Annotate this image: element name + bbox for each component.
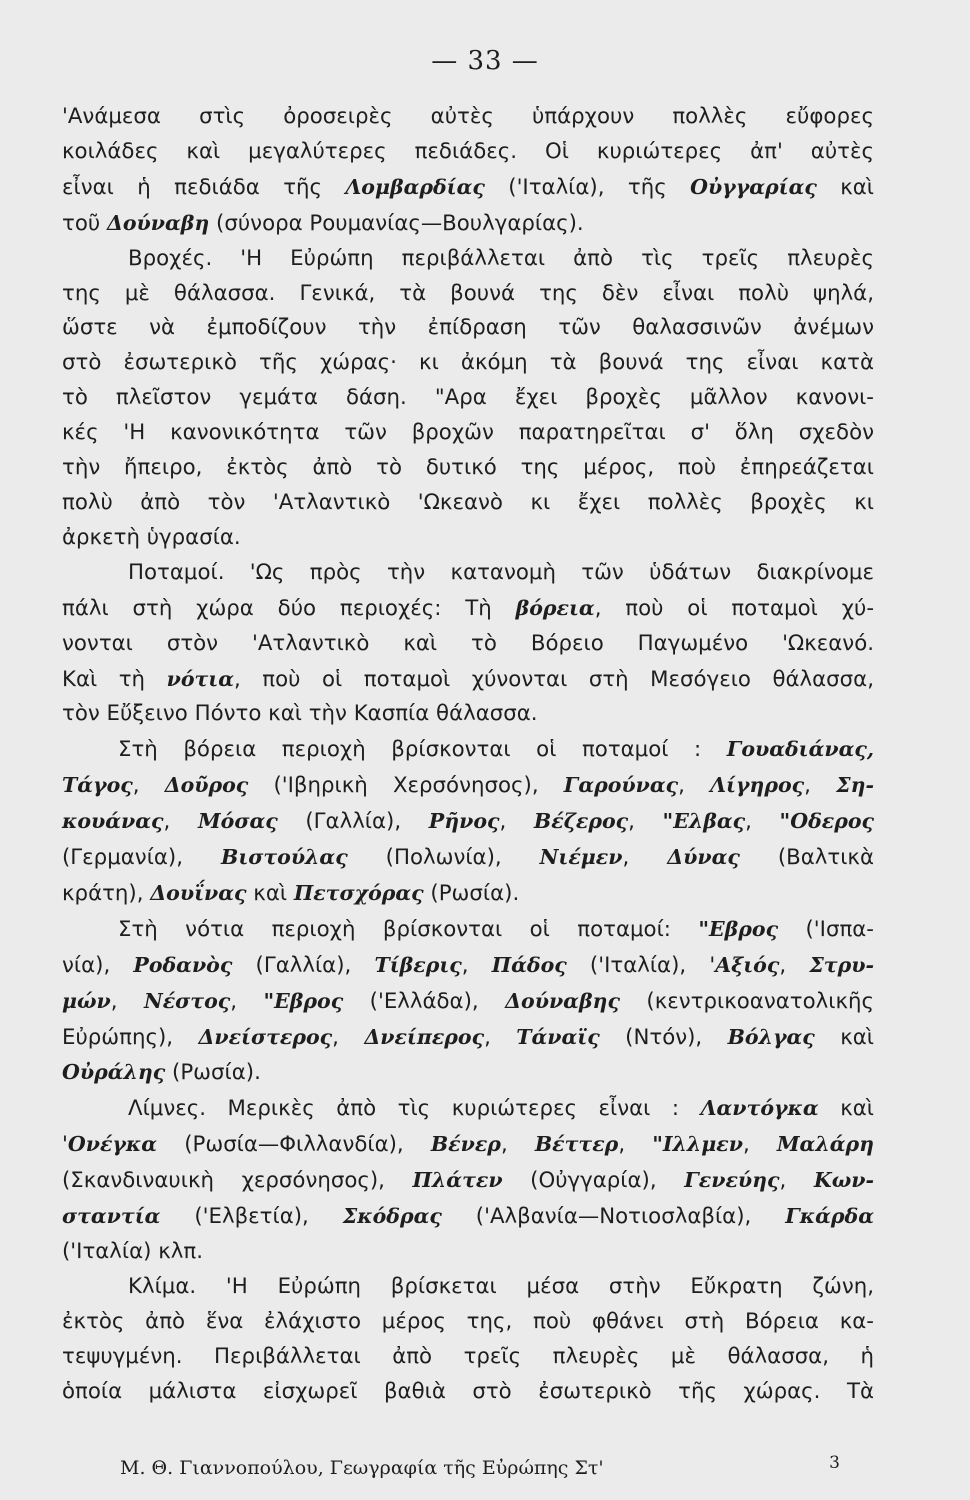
text-line: [62, 1340, 874, 1375]
text-run: ,: [618, 1132, 653, 1158]
text-run: Στὴ νότια περιοχὴ βρίσκονται οἱ ποταμοί:: [118, 916, 699, 942]
text-line: [62, 591, 874, 627]
text-run: ('Αλβανία—Νοτιοσλαβία),: [441, 1204, 786, 1230]
text-run: ,: [628, 809, 663, 835]
river-name: Ρῆνος: [428, 809, 500, 834]
text-run: ,: [678, 773, 711, 799]
text-run: καὶ: [816, 174, 875, 200]
text-run: τὴν ἤπειρο, ἐκτὸς ἀπὸ τὸ δυτικό της μέρος, ποὺ ἐπηρεάζεται: [62, 455, 874, 481]
river-name: Οὐράλης: [62, 1060, 166, 1085]
river-name: "Εβρος: [263, 988, 344, 1013]
text-run: Καὶ τὴ: [62, 666, 167, 692]
section-heading-line: [62, 242, 874, 277]
text-line: [62, 346, 874, 381]
signature-mark: 3: [829, 1453, 840, 1473]
text-line: [62, 451, 874, 486]
text-run: πολὺ ἀπὸ τὸν 'Ατλαντικὸ 'Ωκεανὸ κι ἔχει πολλὲς βροχὲς κι: [62, 489, 874, 515]
place-name: Οὐγγαρίας: [690, 174, 817, 199]
text-run: τοῦ: [62, 210, 107, 236]
section-heading-line: [62, 1270, 874, 1305]
text-run: ('Ελλάδα),: [343, 988, 506, 1014]
text-line: [62, 1199, 874, 1235]
text-run: ,: [163, 809, 198, 835]
text-line: [62, 135, 874, 170]
text-line: [62, 381, 874, 416]
river-name: Τίβερις: [374, 952, 462, 977]
text-line: [62, 416, 874, 451]
text-run: ἐκτὸς ἀπὸ ἕνα ἐλάχιστο μέρος της, ποὺ φθάνει στὴ Βόρεια κα-: [62, 1308, 874, 1334]
text-line: [62, 948, 874, 984]
text-run: Βροχές. 'Η Εὐρώπη περιβάλλεται ἀπὸ τὶς τρεῖς πλευρὲς: [128, 245, 874, 271]
text-line: [62, 277, 874, 312]
text-run: ('Ιβηρικὴ Χερσόνησος),: [248, 773, 564, 799]
river-name: Βέζερος: [533, 809, 629, 834]
river-name: Αξιός: [715, 952, 780, 977]
lake-name: "Ιλλμεν: [652, 1132, 743, 1157]
place-name: Δούναβη: [106, 210, 210, 235]
lake-name: Πλάτεν: [412, 1168, 503, 1193]
river-name: Δουΐνας: [150, 880, 247, 905]
river-name: "Οδερος: [779, 809, 875, 834]
text-run: τεψυγμένη. Περιβάλλεται ἀπὸ τρεῖς πλευρὲς μὲ θάλασσα, ἡ: [62, 1343, 874, 1369]
region-name: βόρεια: [515, 595, 595, 620]
text-run: κράτη),: [62, 880, 151, 906]
text-run: ('Ιταλία), ': [566, 952, 716, 978]
footer-text: Μ. Θ. Γιαννοπούλου, Γεωγραφία τῆς Εὐρώπης Στ': [120, 1457, 604, 1479]
text-run: , ποὺ οἱ ποταμοὶ χύνονται στὴ Μεσόγειο θάλασσα,: [233, 666, 874, 692]
river-name: Μόσας: [197, 809, 278, 834]
river-name: Δοῦρος: [164, 773, 249, 798]
text-run: ,: [230, 988, 264, 1014]
text-run: ἀρκετὴ ὑγρασία.: [62, 524, 241, 550]
lake-name: Βέττερ: [534, 1132, 619, 1157]
text-run: (Γαλλία),: [277, 809, 429, 835]
text-run: νία),: [62, 952, 134, 978]
text-line: [62, 1163, 874, 1199]
text-run: (Ρωσία—Φιλλανδία),: [157, 1132, 431, 1158]
text-run: τὸν Εὔξεινο Πόντο καὶ τὴν Κασπία θάλασσα.: [62, 701, 538, 727]
text-run: (Βαλτικὰ: [739, 845, 874, 871]
text-run: ,: [484, 1024, 517, 1050]
text-run: ': [62, 1132, 68, 1158]
lake-name: Λαντόγκα: [700, 1096, 819, 1121]
lake-name: Γενεύης: [684, 1168, 780, 1193]
river-name: μών: [62, 988, 111, 1013]
river-name: Γουαδιάνας,: [726, 737, 874, 762]
text-run: (κεντρικοανατολικῆς: [619, 988, 874, 1014]
text-line: [62, 170, 874, 206]
text-run: ,: [622, 845, 668, 871]
lake-name: Βένερ: [430, 1132, 501, 1157]
text-run: (Πολωνία),: [347, 845, 540, 871]
river-name: Δύνας: [667, 845, 740, 870]
text-run: Εὐρώπης),: [62, 1024, 199, 1050]
text-run: ,: [110, 988, 144, 1014]
river-name: Βιστούλας: [221, 845, 348, 870]
text-line: [62, 1020, 874, 1056]
text-run: ,: [500, 1132, 535, 1158]
text-body: [62, 100, 874, 1410]
text-run: (Ρωσία).: [165, 1060, 261, 1086]
text-line: [62, 1305, 874, 1340]
text-line: [62, 768, 874, 804]
text-run: ('Ιταλία), τῆς: [484, 174, 691, 200]
text-line: [62, 697, 874, 732]
text-run: κές 'Η κανονικότητα τῶν βροχῶν παρατηρεῖται σ' ὅλη σχεδὸν: [62, 420, 874, 446]
text-line: [62, 1375, 874, 1410]
lake-name: Ονέγκα: [67, 1132, 158, 1157]
text-run: ,: [499, 809, 534, 835]
text-run: (Γερμανία),: [62, 845, 221, 871]
river-name: κουάνας: [62, 809, 164, 834]
lake-name: Σκόδρας: [342, 1204, 442, 1229]
river-name: Τάγος: [62, 773, 133, 798]
text-line: [62, 206, 874, 242]
text-line: [62, 876, 874, 912]
section-heading-line: [62, 556, 874, 591]
text-run: τὸ πλεῖστον γεμάτα δάση. "Αρα ἔχει βροχὲς μᾶλλον κανονι-: [62, 385, 874, 411]
text-run: ,: [742, 1132, 777, 1158]
text-line: [62, 311, 874, 346]
text-run: ,: [745, 809, 780, 835]
text-run: ('Ισπα-: [778, 916, 874, 942]
region-name: νότια: [166, 666, 234, 691]
text-run: Στὴ βόρεια περιοχὴ βρίσκονται οἱ ποταμοί :: [118, 737, 727, 763]
text-run: νονται στὸν 'Ατλαντικὸ καὶ τὸ Βόρειο Παγωμένο 'Ωκεανό.: [62, 630, 874, 656]
text-line: [62, 521, 874, 556]
section-heading-line: [62, 1091, 874, 1127]
text-run: καὶ: [246, 880, 294, 906]
text-line: [62, 1055, 874, 1091]
text-run: ,: [332, 1024, 365, 1050]
text-run: Ποταμοί. 'Ως πρὸς τὴν κατανομὴ τῶν ὑδάτων διακρίνομε: [128, 559, 874, 585]
text-run: (Γαλλία),: [232, 952, 375, 978]
text-run: της μὲ θάλασσα. Γενικά, τὰ βουνά της δὲν εἶναι πολὺ ψηλά,: [62, 280, 874, 306]
text-run: ,: [779, 1168, 814, 1194]
lake-name: σταντία: [62, 1204, 161, 1229]
river-name: "Εβρος: [698, 916, 779, 941]
text-line: [62, 627, 874, 662]
river-name: Δνείστερος: [198, 1024, 333, 1049]
text-run: κοιλάδες καὶ μεγαλύτερες πεδιάδες. Οἱ κυριώτερες ἀπ' αὐτὲς: [62, 138, 874, 164]
text-run: ὥστε νὰ ἐμποδίζουν τὴν ἐπίδραση τῶν θαλασσινῶν ἀνέμων: [62, 315, 874, 341]
river-name: Νέστος: [143, 988, 231, 1013]
text-run: εἶναι ἡ πεδιάδα τῆς: [62, 174, 346, 200]
text-run: Λίμνες. Μερικὲς ἀπὸ τὶς κυριώτερες εἶναι :: [128, 1096, 701, 1122]
text-line: [62, 732, 874, 768]
lake-name: Κων-: [813, 1168, 874, 1193]
river-name: Στρυ-: [809, 952, 874, 977]
text-run: στὸ ἐσωτερικὸ τῆς χώρας· κι ἀκόμη τὰ βουνά της εἶναι κατὰ: [62, 350, 874, 376]
text-run: Κλίμα. 'Η Εὐρώπη βρίσκεται μέσα στὴν Εὔκρατη ζώνη,: [128, 1273, 874, 1299]
river-name: Δούναβης: [505, 988, 620, 1013]
text-run: 'Ανάμεσα στὶς ὀροσειρὲς αὐτὲς ὑπάρχουν πολλὲς εὔφορες: [62, 104, 874, 129]
river-name: Γαρούνας: [563, 773, 679, 798]
river-name: Δνείπερος: [364, 1024, 485, 1049]
lake-name: Γκάρδα: [785, 1204, 874, 1229]
page-number: — 33 —: [431, 46, 539, 76]
river-name: Βόλγας: [727, 1024, 815, 1049]
river-name: Πετσχόρας: [293, 880, 424, 905]
text-run: ('Ελβετία),: [160, 1204, 343, 1230]
text-run: πάλι στὴ χώρα δύο περιοχές: Τὴ: [62, 595, 516, 621]
river-name: "Ελβας: [662, 809, 746, 834]
text-line: [62, 662, 874, 698]
text-run: (Οὐγγαρία),: [502, 1168, 685, 1194]
river-name: Πάδος: [491, 952, 567, 977]
text-line: [62, 984, 874, 1020]
text-run: ,: [804, 773, 837, 799]
text-run: ,: [132, 773, 165, 799]
footer-signature: [120, 1453, 840, 1479]
text-run: (σύνορα Ρουμανίας—Βουλγαρίας).: [209, 210, 584, 236]
place-name: Λομβαρδίας: [345, 174, 485, 199]
text-line: [62, 912, 874, 948]
text-run: ,: [461, 952, 492, 978]
river-name: Νιέμεν: [539, 845, 623, 870]
river-name: Ροδανὸς: [133, 952, 233, 977]
text-line: [62, 804, 874, 840]
river-name: Λίγηρος: [710, 773, 805, 798]
text-run: (Ντόν),: [599, 1024, 728, 1050]
text-line: [62, 1127, 874, 1163]
text-line: [62, 840, 874, 876]
lake-name: Μαλάρη: [776, 1132, 875, 1157]
text-run: ,: [779, 952, 810, 978]
text-run: καὶ: [818, 1096, 874, 1122]
text-run: ('Ιταλία) κλπ.: [62, 1239, 203, 1264]
text-run: καὶ: [814, 1024, 874, 1050]
text-run: ὁποία μάλιστα εἰσχωρεῖ βαθιὰ στὸ ἐσωτερικὸ τῆς χώρας. Τὰ: [62, 1378, 874, 1404]
text-line: [62, 1235, 874, 1270]
text-run: , ποὺ οἱ ποταμοὶ χύ-: [594, 595, 875, 621]
text-run: (Ρωσία).: [423, 880, 520, 906]
river-name: Ση-: [836, 773, 874, 798]
river-name: Τάναϊς: [516, 1024, 600, 1049]
text-run: (Σκανδιναυικὴ χερσόνησος),: [62, 1168, 413, 1194]
text-line: [62, 486, 874, 521]
text-line: [62, 100, 874, 135]
